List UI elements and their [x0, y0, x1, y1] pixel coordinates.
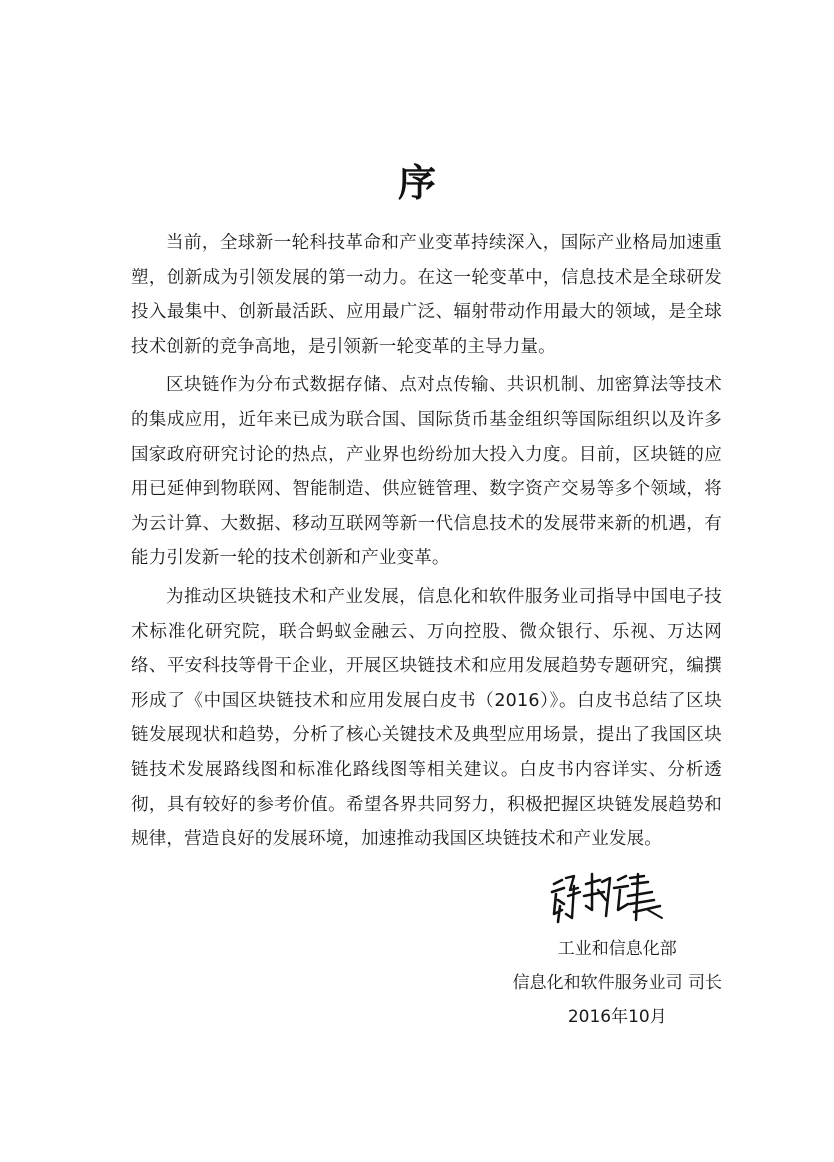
signature-organization: 工业和信息化部 [557, 939, 677, 959]
paragraph-3: 为推动区块链技术和产业发展，信息化和软件服务业司指导中国电子技术标准化研究院，联合蚂蚁金融云、万向控股、微众银行、乐视、万达网络、平安科技等骨干企业，开展区块链技术和应用发展趋势专题研究，编撰形成了《中国区块链技术和应用发展白皮书（2016）》。白皮书总结了区块链发展现状和趋势，分析了核心关键技术及典型应用场景，提出了我国区块链技术发展路线图和标准化路线图等相关建议。白皮书内容详实、分析透彻，具有较好的参考价值。希望各界共同努力，积极把握区块链发展趋势和规律，营造良好的发展环境，加速推动我国区块链技术和产业发展。 [131, 586, 722, 850]
paragraph-2: 区块链作为分布式数据存储、点对点传输、共识机制、加密算法等技术的集成应用，近年来已成为联合国、国际货币基金组织等国际组织以及许多国家政府研究讨论的热点，产业界也纷纷加大投入力度。目前，区块链的应用已延伸到物联网、智能制造、供应链管理、数字资产交易等多个领域，将为云计算、大数据、移动互联网等新一代信息技术的发展带来新的机遇，有能力引发新一轮的技术创新和产业变革。 [131, 375, 722, 569]
paragraph-1: 当前，全球新一轮科技革命和产业变革持续深入，国际产业格局加速重塑，创新成为引领发展的第一动力。在这一轮变革中，信息技术是全球研发投入最集中、创新最活跃、应用最广泛、辐射带动作用最大的领域，是全球技术创新的竞争高地，是引领新一轮变革的主导力量。 [131, 233, 722, 357]
signature-block [513, 932, 722, 1034]
page-title: 序 [397, 160, 436, 205]
signature-position: 信息化和软件服务业司 司长 [512, 973, 722, 993]
preface-body [131, 226, 722, 861]
handwritten-signature [548, 870, 666, 930]
signature-date: 2016年10月 [567, 1007, 667, 1027]
